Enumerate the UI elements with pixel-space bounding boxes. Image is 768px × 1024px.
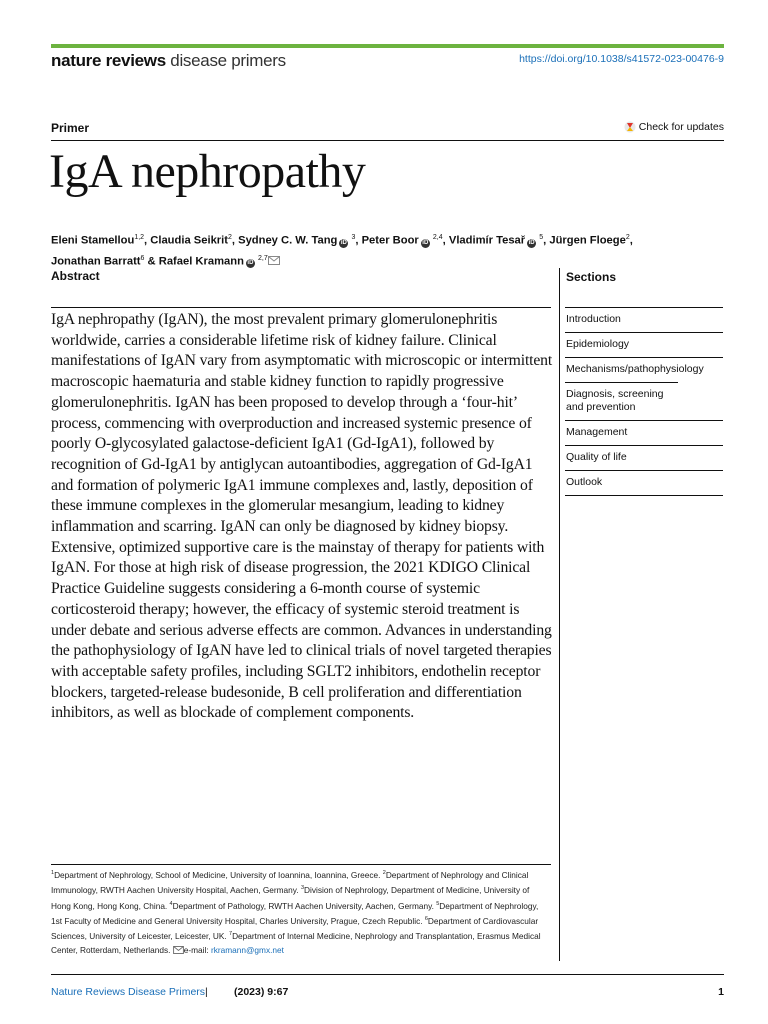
- sections-item[interactable]: Diagnosis, screening and prevention: [565, 382, 678, 420]
- affiliation-number: 3: [300, 885, 304, 892]
- author-name[interactable]: Sydney C. W. Tang: [238, 234, 338, 247]
- author-name[interactable]: Jürgen Floege: [549, 234, 626, 247]
- footnote-rule: [51, 864, 551, 865]
- affiliation-text: Department of Nephrology, School of Medicine, University of Ioannina, Ioannina, Greece.: [54, 869, 383, 880]
- abstract-text: IgA nephropathy (IgAN), the most prevalent primary glomerulonephritis worldwide, carries a considerable lifetime risk of kidney failure. Clinical manifestations of IgAN vary from asymptomatic with microscopic or intermittent macroscopic haematuria and stable kidney function to rapidly progressive glomerulonephritis. IgAN has been proposed to develop through a ‘four-hit’ process, commencing with overproduction and increased systemic presence of poorly O-glycosylated galactose-deficient IgA1 (Gd-IgA1), followed by recognition of Gd-IgA1 by antiglycan autoantibodies, aggregation of Gd-IgA1 and formation of polymeric IgA1 immune complexes and, lastly, deposition of these immune complexes in the glomerular mesangium, leading to kidney inflammation and scarring. IgAN can only be diagnosed by kidney biopsy. Extensive, optimized supportive care is the mainstay of therapy for patients with IgAN. For those at high risk of disease progression, the 2021 KDIGO Clinical Practice Guideline suggests considering a 6-month course of systemic corticosteroid therapy; however, the efficacy of systemic steroid treatment is under debate and serious adverse effects are common. Advances in understanding the pathophysiology of IgAN have led to clinical trials of novel targeted therapies with acceptable safety profiles, including SGLT2 inhibitors, endothelin receptor blockers, targeted-release budesonide, B cell proliferation and differentiation inhibitors, as well as blockade of complement components.: [51, 311, 553, 722]
- sections-item[interactable]: Management: [565, 420, 723, 445]
- affiliation-number: 6: [424, 916, 428, 923]
- sections-item[interactable]: Mechanisms/pathophysiology: [565, 357, 723, 382]
- affiliation-text: Department of Internal Medicine, Nephrology and Transplantation, Erasmus Medical Center, Rotterdam, Netherlands.: [51, 931, 541, 955]
- sections-item[interactable]: Introduction: [565, 307, 723, 332]
- article-title: IgA nephropathy: [49, 145, 366, 198]
- footer-citation: (2023) 9:67: [234, 986, 289, 998]
- author-affiliation-mark: 1,2: [134, 234, 145, 241]
- author-separator: ,: [355, 234, 362, 247]
- crossmark-icon: [624, 121, 636, 133]
- journal-brand[interactable]: [51, 51, 286, 71]
- author-name[interactable]: Claudia Seikrit: [150, 234, 228, 247]
- author-separator: ,: [442, 234, 449, 247]
- author-separator: ,: [629, 234, 633, 247]
- orcid-icon[interactable]: iD: [528, 239, 535, 246]
- affiliation-number: 1: [51, 870, 55, 876]
- author-list: [51, 229, 691, 270]
- doi-link[interactable]: https://doi.org/10.1038/s41572-023-00476-9: [519, 53, 724, 65]
- affiliation-text: Department of Nephrology and Clinical Immunology, RWTH Aachen University Hospital, Aachen, Germany.: [51, 869, 529, 896]
- abstract-rule: [51, 307, 551, 308]
- brand-bold: nature reviews: [51, 51, 166, 70]
- footer-separator: |: [205, 986, 208, 998]
- author-separator: ,: [543, 234, 550, 247]
- orcid-icon[interactable]: iD: [247, 260, 254, 267]
- brand-light: disease primers: [170, 51, 286, 70]
- article-type: Primer: [51, 121, 90, 135]
- accent-bar: [51, 44, 724, 48]
- author-name[interactable]: Jonathan Barratt: [51, 255, 141, 268]
- affiliation-text: Division of Nephrology, Department of Medicine, University of Hong Kong, Hong Kong, China.: [51, 885, 530, 911]
- email-link[interactable]: rkramann@gmx.net: [210, 944, 284, 955]
- affiliation-text: Department of Pathology, RWTH Aachen University, Aachen, Germany.: [172, 900, 437, 911]
- author-affiliation-mark: 2: [625, 234, 630, 241]
- author-affiliation-mark: 6: [140, 254, 145, 262]
- sections-item[interactable]: Outlook: [565, 470, 723, 496]
- affiliation-number: 5: [436, 900, 440, 907]
- affiliation-number: 4: [169, 900, 173, 907]
- abstract-heading: Abstract: [51, 269, 100, 283]
- mail-icon: [173, 946, 184, 954]
- author-affiliation-mark: 2,4: [432, 234, 443, 241]
- affiliation-text: Department of Nephrology, 1st Faculty of Medicine and General University Hospital, Charles University, Prague, Czech Republic.: [51, 900, 539, 926]
- author-name[interactable]: Eleni Stamellou: [51, 234, 135, 247]
- author-affiliation-mark: 5: [539, 234, 544, 241]
- sections-heading: Sections: [566, 270, 617, 284]
- orcid-icon[interactable]: iD: [422, 239, 429, 246]
- affiliations: [51, 867, 551, 957]
- check-updates-button[interactable]: [624, 121, 724, 133]
- author-separator: ,: [144, 234, 151, 247]
- footer-rule: [51, 974, 724, 975]
- orcid-icon[interactable]: iD: [340, 239, 347, 246]
- author-affiliation-mark: 3: [351, 234, 356, 241]
- sections-item[interactable]: Quality of life: [565, 445, 723, 470]
- author-separator: ,: [231, 234, 239, 247]
- affiliation-text: Department of Cardiovascular Sciences, University of Leicester, Leicester, UK.: [51, 915, 539, 942]
- footer-journal-link[interactable]: Nature Reviews Disease Primers: [51, 986, 206, 998]
- page-number: 1: [718, 986, 724, 998]
- header-rule: [51, 140, 724, 141]
- sections-item[interactable]: Epidemiology: [565, 332, 723, 357]
- author-affiliation-mark: 2,7: [258, 254, 268, 262]
- column-divider: [559, 268, 560, 961]
- author-name[interactable]: Vladimír Tesař: [448, 234, 526, 247]
- email-label: e-mail:: [183, 944, 211, 955]
- check-updates-label: Check for updates: [638, 121, 724, 133]
- author-separator: &: [144, 255, 159, 268]
- author-name[interactable]: Peter Boor: [361, 234, 419, 247]
- author-name[interactable]: Rafael Kramann: [158, 255, 244, 268]
- affiliation-number: 2: [382, 870, 386, 876]
- affiliation-number: 7: [229, 931, 233, 938]
- mail-icon[interactable]: [268, 256, 280, 265]
- sections-nav: [565, 307, 723, 496]
- author-affiliation-mark: 2: [227, 234, 232, 241]
